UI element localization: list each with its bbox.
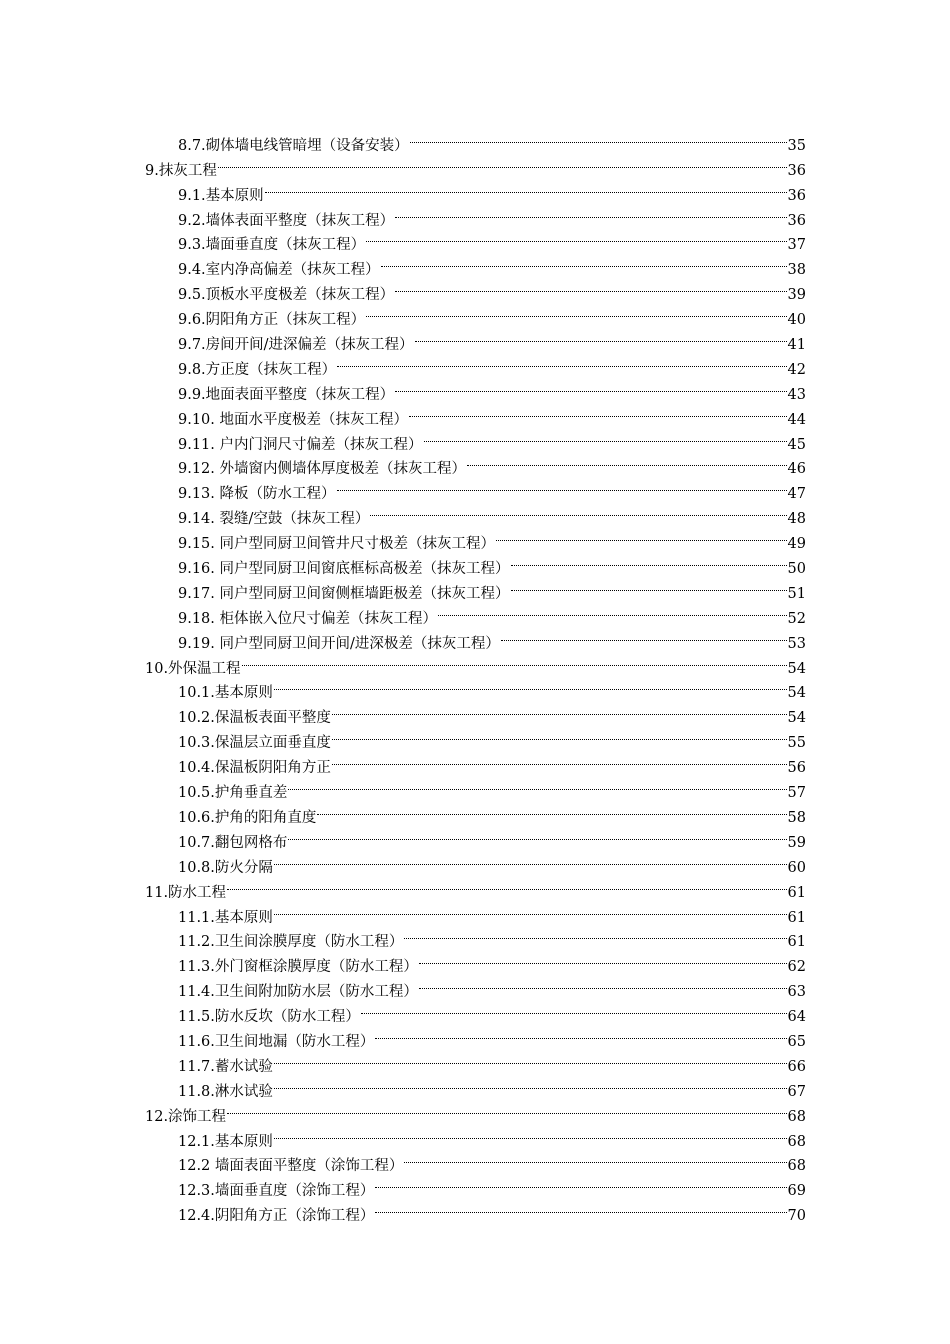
- toc-entry-title: 9.4.室内净高偏差（抹灰工程）: [178, 262, 380, 279]
- toc-entry-title: 10.8.防火分隔: [178, 859, 273, 876]
- toc-dot-leader: [332, 697, 787, 722]
- toc-entry-title: 9.5.顶板水平度极差（抹灰工程）: [178, 287, 395, 304]
- toc-dot-leader: [501, 623, 787, 648]
- toc-section-entry[interactable]: [178, 1146, 806, 1175]
- toc-dot-leader: [419, 971, 787, 996]
- toc-entry-title: 9.15. 同户型同厨卫间管井尺寸极差（抹灰工程）: [178, 536, 496, 553]
- toc-page-number: 61: [787, 884, 806, 901]
- toc-section-entry[interactable]: [178, 548, 806, 578]
- toc-page-number: 37: [787, 237, 806, 254]
- toc-page-number: 51: [787, 585, 806, 602]
- toc-entry-title: 10.2.保温板表面平整度: [178, 710, 331, 727]
- toc-section-entry[interactable]: [178, 1046, 806, 1075]
- toc-entry-title: 9.9.地面表面平整度（抹灰工程）: [178, 386, 395, 403]
- toc-section-entry[interactable]: [178, 324, 806, 354]
- toc-page-number: 50: [787, 561, 806, 578]
- toc-entry-title: 11.7.蓄水试验: [178, 1058, 273, 1075]
- toc-section-entry[interactable]: [178, 374, 806, 403]
- toc-dot-leader: [375, 1021, 786, 1046]
- toc-section-entry[interactable]: [178, 523, 806, 553]
- toc-section-entry[interactable]: [178, 274, 806, 304]
- toc-page-number: 44: [787, 411, 806, 428]
- toc-page-number: 46: [787, 461, 806, 478]
- toc-page-number: 58: [787, 809, 806, 826]
- toc-chapter-entry[interactable]: [145, 648, 806, 677]
- toc-entry-title: 9.17. 同户型同厨卫间窗侧框墙距极差（抹灰工程）: [178, 585, 510, 602]
- toc-dot-leader: [332, 722, 787, 747]
- toc-section-entry[interactable]: [178, 1121, 806, 1150]
- toc-dot-leader: [288, 772, 786, 797]
- toc-dot-leader: [274, 897, 787, 922]
- toc-section-entry[interactable]: [178, 922, 806, 951]
- toc-entry-title: 10.3.保温层立面垂直度: [178, 735, 331, 752]
- toc-page-number: 56: [787, 760, 806, 777]
- toc-entry-title: 10.7.翻包网格布: [178, 834, 288, 851]
- toc-page-number: 39: [787, 287, 806, 304]
- toc-section-entry[interactable]: [178, 1170, 806, 1200]
- toc-page-number: 63: [787, 984, 806, 1001]
- toc-entry-title: 12.1.基本原则: [178, 1133, 273, 1150]
- toc-page-number: 69: [787, 1183, 806, 1200]
- toc-section-entry[interactable]: [178, 971, 806, 1001]
- toc-page-number: 36: [787, 212, 806, 229]
- toc-section-entry[interactable]: [178, 1021, 806, 1050]
- toc-section-entry[interactable]: [178, 249, 806, 279]
- toc-section-entry[interactable]: [178, 722, 806, 752]
- toc-dot-leader: [395, 200, 786, 225]
- toc-entry-title: 9.8.方正度（抹灰工程）: [178, 361, 337, 378]
- toc-section-entry[interactable]: [178, 697, 806, 727]
- toc-section-entry[interactable]: [178, 299, 806, 329]
- toc-page-number: 45: [787, 436, 806, 453]
- toc-entry-title: 8.7.砌体墙电线管暗埋（设备安装）: [178, 137, 409, 154]
- toc-dot-leader: [332, 747, 787, 772]
- toc-section-entry[interactable]: [178, 399, 806, 428]
- toc-entry-title: 9.14. 裂缝/空鼓（抹灰工程）: [178, 511, 370, 528]
- toc-page-number: 53: [787, 635, 806, 652]
- toc-entry-title: 10.1.基本原则: [178, 685, 273, 702]
- toc-dot-leader: [361, 996, 787, 1021]
- toc-page-number: 60: [787, 859, 806, 876]
- toc-dot-leader: [404, 1146, 786, 1171]
- toc-dot-leader: [419, 946, 787, 971]
- toc-section-entry[interactable]: [178, 946, 806, 976]
- toc-page-number: 64: [787, 1009, 806, 1026]
- toc-entry-title: 11.8.淋水试验: [178, 1083, 273, 1100]
- toc-entry-title: 11.6.卫生间地漏（防水工程）: [178, 1033, 375, 1050]
- toc-dot-leader: [395, 274, 786, 299]
- toc-page-number: 41: [787, 337, 806, 354]
- toc-dot-leader: [317, 797, 786, 822]
- toc-page-number: 48: [787, 511, 806, 528]
- toc-page-number: 42: [787, 361, 806, 378]
- toc-page-number: 70: [787, 1208, 806, 1225]
- toc-dot-leader: [274, 1046, 787, 1071]
- toc-page-number: 36: [787, 187, 806, 204]
- toc-entry-title: 9.6.阴阳角方正（抹灰工程）: [178, 312, 366, 329]
- toc-dot-leader: [337, 349, 786, 374]
- toc-page-number: 68: [787, 1108, 806, 1125]
- toc-page-number: 49: [787, 536, 806, 553]
- toc-entry-title: 9.13. 降板（防水工程）: [178, 486, 336, 503]
- toc-entry-title: 9.18. 柜体嵌入位尺寸偏差（抹灰工程）: [178, 610, 438, 627]
- toc-dot-leader: [274, 1121, 787, 1146]
- toc-page-number: 38: [787, 262, 806, 279]
- toc-section-entry[interactable]: [178, 673, 806, 702]
- toc-entry-title: 9.16. 同户型同厨卫间窗底框标高极差（抹灰工程）: [178, 561, 510, 578]
- toc-dot-leader: [404, 922, 786, 947]
- toc-section-entry[interactable]: [178, 897, 806, 926]
- toc-entry-title: 9.12. 外墙窗内侧墙体厚度极差（抹灰工程）: [178, 461, 467, 478]
- toc-dot-leader: [274, 847, 787, 872]
- toc-dot-leader: [242, 648, 787, 673]
- toc-entry-title: 11.3.外门窗框涂膜厚度（防水工程）: [178, 959, 418, 976]
- toc-entry-title: 11.5.防水反坎（防水工程）: [178, 1009, 360, 1026]
- toc-dot-leader: [511, 548, 787, 573]
- toc-dot-leader: [375, 1195, 786, 1220]
- toc-page-number: 59: [787, 834, 806, 851]
- toc-entry-title: 10.外保温工程: [145, 660, 241, 677]
- toc-dot-leader: [511, 573, 787, 598]
- toc-chapter-entry[interactable]: [145, 1096, 806, 1125]
- toc-dot-leader: [410, 125, 787, 150]
- toc-page-number: 54: [787, 660, 806, 677]
- toc-page-number: 61: [787, 909, 806, 926]
- toc-section-entry[interactable]: [178, 125, 806, 154]
- toc-dot-leader: [227, 1096, 786, 1121]
- toc-section-entry[interactable]: [178, 822, 806, 851]
- toc-section-entry[interactable]: [178, 598, 806, 627]
- toc-dot-leader: [409, 399, 787, 424]
- toc-page-number: 47: [787, 486, 806, 503]
- toc-entry-title: 12.3.墙面垂直度（涂饰工程）: [178, 1183, 375, 1200]
- toc-dot-leader: [496, 523, 787, 548]
- toc-dot-leader: [366, 225, 786, 250]
- table-of-contents: [0, 125, 950, 1225]
- toc-section-entry[interactable]: [178, 449, 806, 478]
- toc-dot-leader: [366, 299, 786, 324]
- toc-dot-leader: [415, 324, 787, 349]
- toc-page-number: 68: [787, 1133, 806, 1150]
- toc-section-entry[interactable]: [178, 498, 806, 528]
- toc-page-number: 55: [787, 735, 806, 752]
- toc-dot-leader: [370, 498, 786, 523]
- toc-chapter-entry[interactable]: [145, 150, 806, 179]
- toc-dot-leader: [375, 1170, 786, 1195]
- toc-dot-leader: [274, 673, 787, 698]
- toc-entry-title: 11.2.卫生间涂膜厚度（防水工程）: [178, 934, 404, 951]
- toc-page-number: 54: [787, 710, 806, 727]
- toc-entry-title: 11.防水工程: [145, 884, 227, 901]
- toc-dot-leader: [227, 872, 786, 897]
- toc-section-entry[interactable]: [178, 1071, 806, 1100]
- toc-dot-leader: [381, 249, 787, 274]
- toc-page-number: 43: [787, 386, 806, 403]
- toc-page-number: 67: [787, 1083, 806, 1100]
- toc-section-entry[interactable]: [178, 225, 806, 254]
- toc-page-number: 54: [787, 685, 806, 702]
- toc-page-number: 62: [787, 959, 806, 976]
- toc-entry-title: 9.11. 户内门洞尺寸偏差（抹灰工程）: [178, 436, 423, 453]
- toc-dot-leader: [424, 424, 787, 449]
- toc-dot-leader: [265, 175, 787, 200]
- toc-section-entry[interactable]: [178, 200, 806, 229]
- toc-section-entry[interactable]: [178, 424, 806, 453]
- toc-entry-title: 9.1.基本原则: [178, 187, 264, 204]
- toc-section-entry[interactable]: [178, 573, 806, 602]
- toc-section-entry[interactable]: [178, 473, 806, 503]
- toc-entry-title: 9.3.墙面垂直度（抹灰工程）: [178, 237, 366, 254]
- toc-section-entry[interactable]: [178, 772, 806, 802]
- toc-dot-leader: [288, 822, 786, 847]
- toc-dot-leader: [438, 598, 787, 623]
- toc-dot-leader: [218, 150, 787, 175]
- toc-page-number: 57: [787, 785, 806, 802]
- toc-entry-title: 9.2.墙体表面平整度（抹灰工程）: [178, 212, 395, 229]
- toc-section-entry[interactable]: [178, 747, 806, 777]
- toc-entry-title: 10.6.护角的阳角直度: [178, 809, 317, 826]
- toc-chapter-entry[interactable]: [145, 872, 806, 901]
- toc-page-number: 52: [787, 610, 806, 627]
- toc-page-number: 66: [787, 1058, 806, 1075]
- toc-entry-title: 9.抹灰工程: [145, 162, 217, 179]
- toc-dot-leader: [395, 374, 786, 399]
- toc-dot-leader: [274, 1071, 787, 1096]
- toc-page-number: 36: [787, 162, 806, 179]
- toc-entry-title: 12.2 墙面表面平整度（涂饰工程）: [178, 1158, 404, 1175]
- toc-entry-title: 9.19. 同户型同厨卫间开间/进深极差（抹灰工程）: [178, 635, 500, 652]
- toc-entry-title: 9.7.房间开间/进深偏差（抹灰工程）: [178, 337, 414, 354]
- toc-entry-title: 11.4.卫生间附加防水层（防水工程）: [178, 984, 418, 1001]
- toc-dot-leader: [337, 473, 787, 498]
- toc-page-number: 35: [787, 137, 806, 154]
- toc-section-entry[interactable]: [178, 1195, 806, 1225]
- toc-entry-title: 11.1.基本原则: [178, 909, 273, 926]
- toc-entry-title: 12.涂饰工程: [145, 1108, 227, 1125]
- toc-section-entry[interactable]: [178, 175, 806, 204]
- toc-section-entry[interactable]: [178, 847, 806, 876]
- toc-entry-title: 9.10. 地面水平度极差（抹灰工程）: [178, 411, 409, 428]
- toc-dot-leader: [467, 449, 787, 474]
- toc-section-entry[interactable]: [178, 797, 806, 826]
- toc-section-entry[interactable]: [178, 996, 806, 1026]
- toc-section-entry[interactable]: [178, 623, 806, 652]
- toc-entry-title: 12.4.阴阳角方正（涂饰工程）: [178, 1208, 375, 1225]
- toc-page-number: 61: [787, 934, 806, 951]
- toc-section-entry[interactable]: [178, 349, 806, 378]
- toc-page-number: 40: [787, 312, 806, 329]
- toc-page-number: 65: [787, 1033, 806, 1050]
- toc-page-number: 68: [787, 1158, 806, 1175]
- toc-entry-title: 10.5.护角垂直差: [178, 785, 288, 802]
- toc-entry-title: 10.4.保温板阴阳角方正: [178, 760, 331, 777]
